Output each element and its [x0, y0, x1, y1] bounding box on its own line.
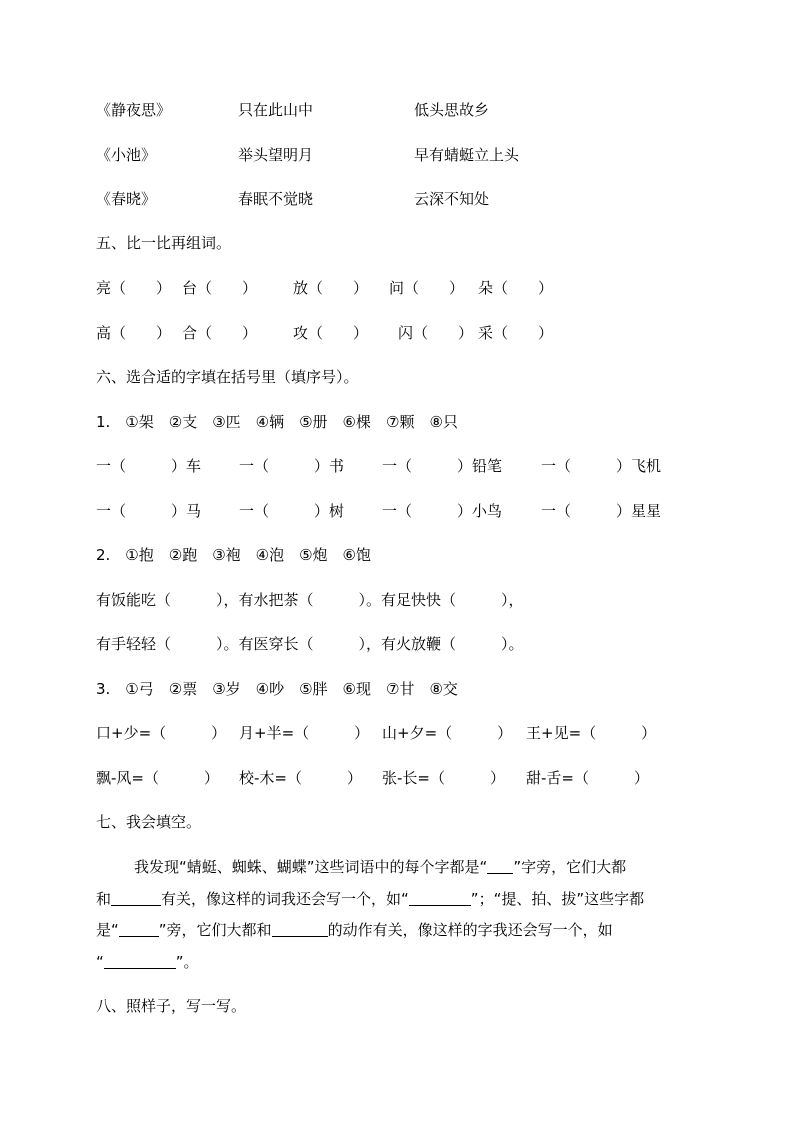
q1-options — [0, 410, 794, 434]
poem-line: 早有蜻蜓立上头 — [414, 146, 520, 164]
poem-line: 云深不知处 — [414, 190, 490, 208]
blank-line — [119, 920, 159, 937]
word-group-row — [0, 321, 794, 345]
blank-item: 王+见=（ ） — [526, 724, 657, 742]
word-group-row — [0, 276, 794, 300]
blank-line — [272, 920, 328, 937]
blank-line — [111, 889, 161, 906]
word-pair: 合（ ） — [182, 324, 258, 342]
blank-item: 一（ ）书 — [239, 457, 345, 475]
fill-paragraph-line — [0, 855, 794, 879]
paragraph-text — [96, 887, 644, 911]
options-line: 3. ①弓 ②票 ③岁 ④吵 ⑤胖 ⑥现 ⑦甘 ⑧交 — [96, 680, 458, 698]
blank-item: 一（ ）飞机 — [541, 457, 662, 475]
section-5-title — [0, 231, 794, 255]
fill-paragraph-line — [0, 918, 794, 942]
section-heading: 七、我会填空。 — [96, 813, 202, 831]
rhyme-text: 有饭能吃（ ），有水把茶（ ）。有足快快（ ）， — [96, 591, 524, 609]
blank-item: 月+半=（ ） — [239, 724, 370, 742]
blank-item: 甜-舌=（ ） — [526, 769, 649, 787]
poem-line: 春眠不觉晓 — [238, 190, 314, 208]
text-run: ”旁，它们大都和 — [158, 921, 272, 939]
rhyme-line — [0, 632, 794, 656]
paragraph-text — [134, 855, 626, 879]
text-run: ”。 — [175, 953, 199, 971]
text-run: ”；“提、拍、拔”这些字都 — [470, 890, 645, 908]
section-heading: 六、选合适的字填在括号里（填序号）。 — [96, 368, 359, 386]
char-math-row — [0, 721, 794, 745]
text-run: 我发现“蜻蜓、蜘蛛、蝴蝶”这些词语中的每个字都是“ — [134, 858, 488, 876]
blank-item: 一（ ）铅笔 — [382, 457, 503, 475]
blank-item: 口+少=（ ） — [96, 724, 227, 742]
blank-item: 张-长=（ ） — [382, 769, 505, 787]
match-row — [0, 143, 794, 167]
measure-row — [0, 499, 794, 523]
options-line: 2. ①抱 ②跑 ③袍 ④泡 ⑤炮 ⑥饱 — [96, 546, 371, 564]
text-run: 的动作有关，像这样的字我还会写一个，如 — [327, 921, 613, 939]
poem-title: 《小池》 — [96, 146, 157, 164]
section-8-title — [0, 994, 794, 1018]
text-run: 是“ — [96, 921, 119, 939]
measure-row — [0, 454, 794, 478]
blank-item: 一（ ）星星 — [541, 502, 662, 520]
match-row — [0, 187, 794, 211]
word-pair: 高（ ） — [96, 324, 172, 342]
blank-item: 飘-风=（ ） — [96, 769, 219, 787]
q3-options — [0, 677, 794, 701]
word-pair: 采（ ） — [478, 324, 554, 342]
blank-line — [487, 857, 513, 874]
poem-title: 《静夜思》 — [96, 101, 172, 119]
poem-title: 《春晓》 — [96, 190, 157, 208]
word-pair: 攻（ ） — [293, 324, 369, 342]
word-pair: 亮（ ） — [96, 279, 172, 297]
text-run: ”字旁，它们大都 — [513, 858, 627, 876]
blank-item: 一（ ）树 — [239, 502, 345, 520]
blank-item: 一（ ）小鸟 — [382, 502, 503, 520]
options-line: 1. ①架 ②支 ③匹 ④辆 ⑤册 ⑥棵 ⑦颗 ⑧只 — [96, 413, 458, 431]
text-run: 有关，像这样的词我还会写一个，如“ — [161, 890, 409, 908]
blank-item: 一（ ）车 — [96, 457, 202, 475]
word-pair: 台（ ） — [182, 279, 258, 297]
blank-line — [104, 952, 176, 969]
poem-line: 低头思故乡 — [414, 101, 490, 119]
word-pair: 闪（ ） — [398, 324, 474, 342]
word-pair: 朵（ ） — [478, 279, 554, 297]
paragraph-text — [96, 918, 613, 942]
rhyme-text: 有手轻轻（ ）。有医穿长（ ），有火放鞭（ ）。 — [96, 635, 524, 653]
blank-item: 山+夕=（ ） — [382, 724, 513, 742]
poem-line: 举头望明月 — [238, 146, 314, 164]
word-pair: 放（ ） — [293, 279, 369, 297]
rhyme-line — [0, 588, 794, 612]
fill-paragraph-line — [0, 887, 794, 911]
section-6-title — [0, 365, 794, 389]
match-row — [0, 98, 794, 122]
text-run: “ — [96, 953, 104, 971]
paragraph-text — [96, 950, 199, 974]
blank-item: 一（ ）马 — [96, 502, 202, 520]
text-run: 和 — [96, 890, 112, 908]
section-heading: 五、比一比再组词。 — [96, 234, 232, 252]
q2-options — [0, 543, 794, 567]
section-7-title — [0, 810, 794, 834]
word-pair: 问（ ） — [389, 279, 465, 297]
fill-paragraph-line — [0, 950, 794, 974]
section-heading: 八、照样子，写一写。 — [96, 997, 247, 1015]
blank-line — [409, 889, 471, 906]
poem-line: 只在此山中 — [238, 101, 314, 119]
blank-item: 校-木=（ ） — [239, 769, 362, 787]
char-math-row — [0, 766, 794, 790]
